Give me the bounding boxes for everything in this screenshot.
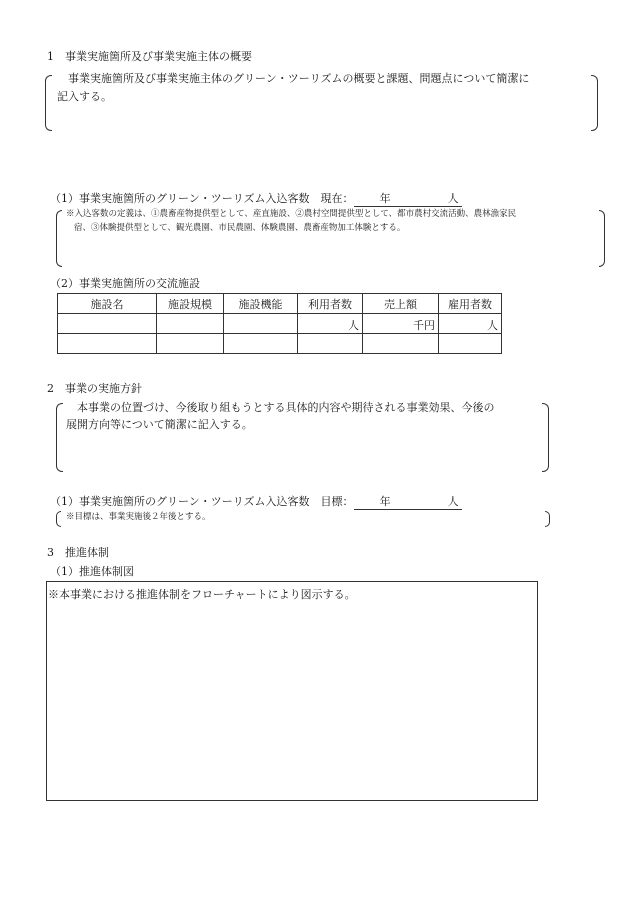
visitor-count-current-field[interactable]	[354, 190, 462, 207]
flowchart-box[interactable]	[46, 581, 538, 801]
note-bracket-left	[56, 403, 63, 472]
header-sales: 売上額	[363, 294, 439, 314]
header-users: 利用者数	[298, 294, 363, 314]
table-cell[interactable]: 人	[298, 314, 363, 334]
table-cell[interactable]	[298, 334, 363, 354]
table-cell[interactable]: 千円	[363, 314, 439, 334]
section-3-subtitle: （1）推進体制図	[50, 565, 134, 578]
note-bracket-left	[45, 75, 52, 131]
people-unit: 人	[447, 495, 459, 508]
section-3-title: 3 推進体制	[47, 546, 109, 559]
table-row	[58, 334, 502, 354]
flowchart-note: ※本事業における推進体制をフローチャートにより図示する。	[48, 588, 356, 601]
table-header-row	[58, 294, 502, 314]
note-bracket-left	[56, 511, 61, 527]
visitor-count-current-row	[50, 190, 462, 207]
header-employees: 雇用者数	[439, 294, 502, 314]
table-cell[interactable]	[439, 334, 502, 354]
table-cell[interactable]	[224, 314, 298, 334]
visitor-count-current-label: （1）事業実施箇所のグリーン・ツーリズム入込客数 現在：	[50, 192, 354, 205]
year-unit: 年	[379, 192, 391, 205]
section-1-note-line-1: 事業実施箇所及び事業実施主体のグリーン・ツーリズムの概要と課題、問題点について簡潔に	[57, 72, 530, 85]
table-cell[interactable]	[363, 334, 439, 354]
note-bracket-right	[545, 511, 550, 527]
visitor-count-target-field[interactable]	[354, 493, 462, 510]
note-bracket-right	[542, 403, 549, 472]
note-bracket-right	[599, 210, 605, 267]
visitor-count-target-row	[50, 493, 462, 510]
section-2-note-line-1: 本事業の位置づけ、今後取り組もうとする具体的内容や期待される事業効果、今後の	[66, 401, 495, 414]
table-row	[58, 314, 502, 334]
table-cell[interactable]	[157, 334, 224, 354]
facilities-table	[57, 293, 502, 354]
table-cell[interactable]: 人	[439, 314, 502, 334]
header-facility-name: 施設名	[58, 294, 157, 314]
header-facility-function: 施設機能	[224, 294, 298, 314]
table-cell[interactable]	[58, 314, 157, 334]
visitor-definition-note-line-1: ※入込客数の定義は、①農畜産物提供型として、産直施設、②農村空間提供型として、都市農村交流活動、農林漁家民	[66, 209, 517, 219]
people-unit: 人	[447, 192, 459, 205]
target-note: ※目標は、事業実施後２年後とする。	[66, 512, 211, 522]
table-cell[interactable]	[157, 314, 224, 334]
section-1-title: 1 事業実施箇所及び事業実施主体の概要	[47, 50, 252, 63]
header-facility-scale: 施設規模	[157, 294, 224, 314]
table-cell[interactable]	[224, 334, 298, 354]
section-1-note-line-2: 記入する。	[57, 90, 112, 103]
section-2-title: 2 事業の実施方針	[47, 382, 142, 395]
visitor-count-target-label: （1）事業実施箇所のグリーン・ツーリズム入込客数 目標：	[50, 495, 354, 508]
table-cell[interactable]	[58, 334, 157, 354]
note-bracket-left	[56, 210, 62, 267]
visitor-definition-note-line-2: 宿、③体験提供型として、観光農園、市民農園、体験農園、農畜産物加工体験とする。	[74, 223, 406, 233]
facilities-title: （2）事業実施箇所の交流施設	[50, 277, 200, 290]
section-2-note-line-2: 展開方向等について簡潔に記入する。	[66, 418, 253, 431]
year-unit: 年	[379, 495, 391, 508]
note-bracket-right	[591, 75, 598, 131]
